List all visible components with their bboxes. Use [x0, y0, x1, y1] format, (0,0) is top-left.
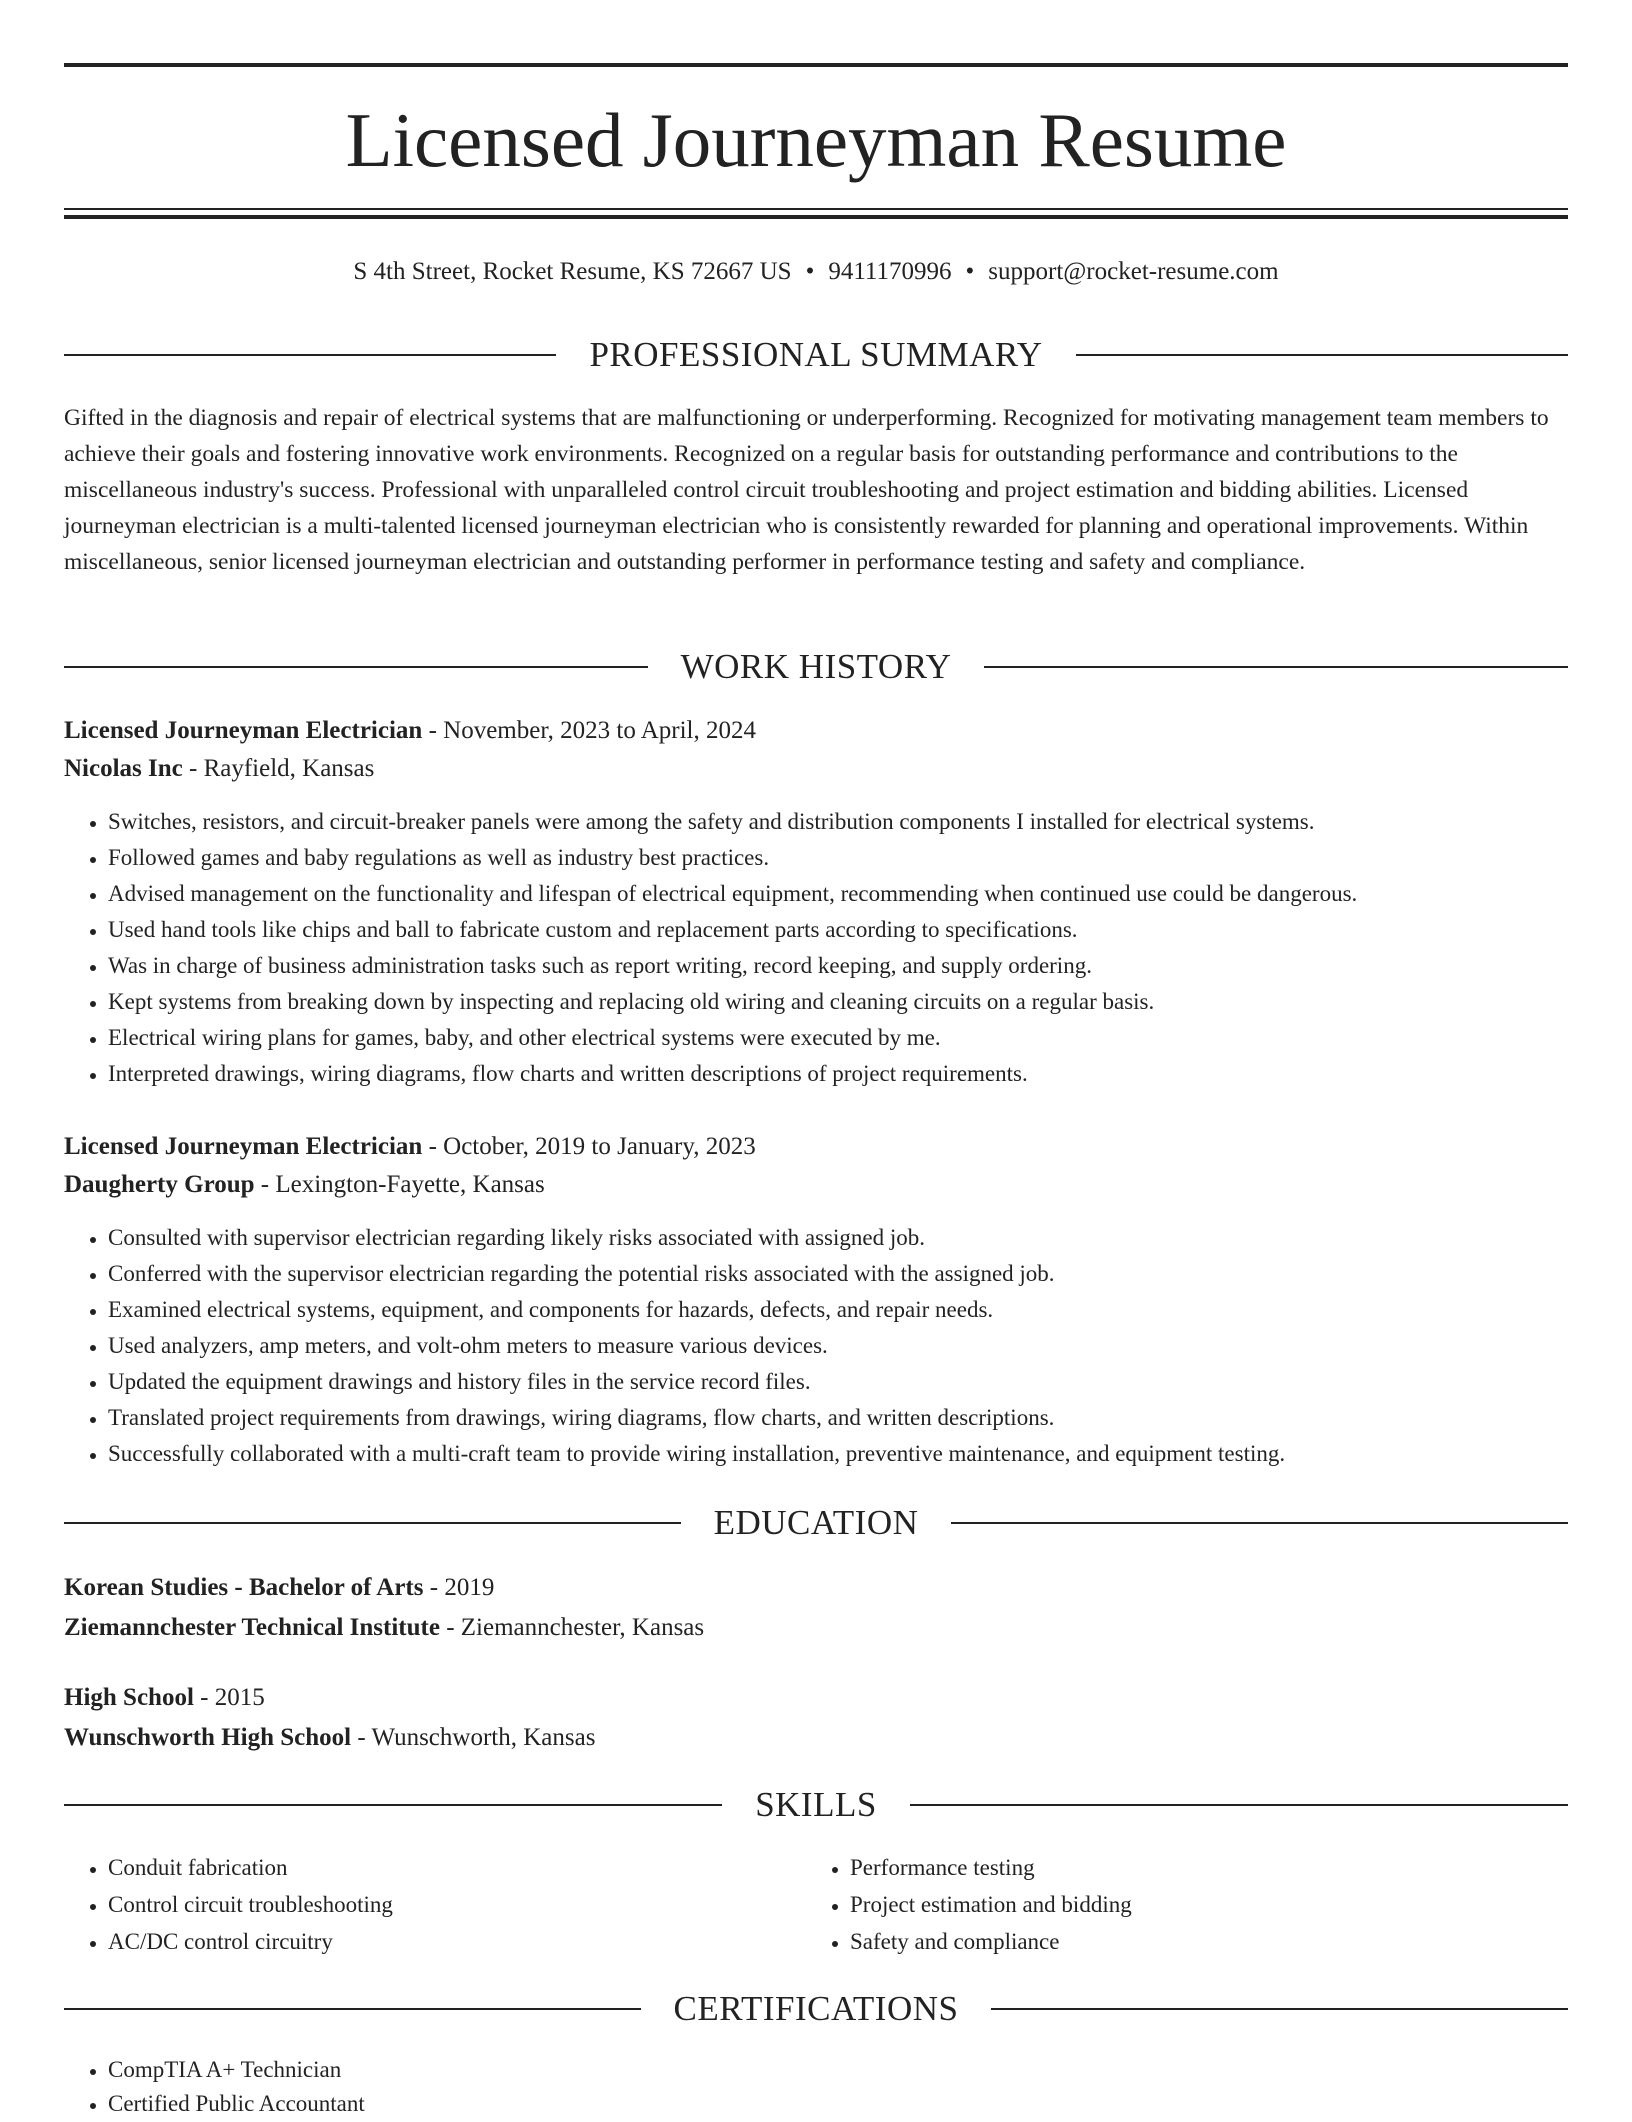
job-bullet: • Kept systems from breaking down by inspecting and replacing old wiring and cleaning circuits on a regular basis.: [108, 984, 1568, 1020]
summary-text: Gifted in the diagnosis and repair of electrical systems that are malfunctioning or underperforming. Recognized for motivating management team members to achieve their goals and fostering innovative work environments. Recognized on a regular basis for outstanding performance and contributions to the miscellaneous industry's success. Professional with unparalleled control circuit troubleshooting and project estimation and bidding abilities. Licensed journeyman electrician is a multi-talented licensed journeyman electrician who is consistently rewarded for planning and operational improvements. Within miscellaneous, senior licensed journeyman electrician and outstanding performer in performance testing and safety and compliance.: [64, 405, 1549, 575]
contact-separator: •: [965, 258, 975, 285]
job-company-line: [64, 750, 1568, 788]
skill-item: • AC/DC control circuitry: [108, 1923, 808, 1960]
job-bullet: • Updated the equipment drawings and history files in the service record files.: [108, 1364, 1568, 1400]
education-location: - Wunschworth, Kansas: [351, 1724, 596, 1751]
education-year: - 2015: [193, 1684, 265, 1711]
certifications-heading: [64, 1987, 1568, 2031]
certification-item: • CompTIA A+ Technician: [108, 2053, 1108, 2087]
education-school-line: [64, 1718, 1568, 1758]
certifications-heading-label: CERTIFICATIONS: [673, 1989, 959, 2028]
skill-item: • Control circuit troubleshooting: [108, 1886, 808, 1923]
education-degree: High School: [64, 1684, 194, 1711]
job-bullets: [64, 1220, 1568, 1472]
heading-rule: [951, 1522, 1568, 1524]
job-bullets: [64, 804, 1568, 1092]
education-entry: [64, 1678, 1568, 1758]
job-title: Licensed Journeyman Electrician: [64, 1133, 423, 1160]
resume-title: Licensed Journeyman Resume: [345, 97, 1287, 183]
heading-rule: [64, 666, 648, 668]
skill-item: • Conduit fabrication: [108, 1849, 808, 1886]
job-bullet: • Interpreted drawings, wiring diagrams, flow charts and written descriptions of project requirements.: [108, 1056, 1568, 1092]
certification-item: • Certified Public Accountant: [108, 2087, 1108, 2121]
skills-list-right: [806, 1849, 1550, 1960]
job-bullet: • Was in charge of business administration tasks such as report writing, record keeping, and supply ordering.: [108, 948, 1568, 984]
job-bullet: • Advised management on the functionality and lifespan of electrical equipment, recommending when continued use could be dangerous.: [108, 876, 1568, 912]
education-entry: [64, 1568, 1568, 1648]
contact-email: support@rocket-resume.com: [988, 258, 1279, 285]
education-heading: [64, 1501, 1568, 1545]
job-company: Daugherty Group: [64, 1171, 255, 1198]
job-bullet: • Examined electrical systems, equipment, and components for hazards, defects, and repair needs.: [108, 1292, 1568, 1328]
heading-rule: [910, 1804, 1568, 1806]
job-bullet: • Successfully collaborated with a multi-craft team to provide wiring installation, preventive maintenance, and equipment testing.: [108, 1436, 1568, 1472]
education-school: Wunschworth High School: [64, 1724, 352, 1751]
job-company: Nicolas Inc: [64, 755, 183, 782]
top-rule: [64, 63, 1568, 67]
job-title-line: [64, 1128, 1568, 1166]
job-entry: [64, 1128, 1568, 1472]
heading-rule: [991, 2008, 1568, 2010]
education-degree-line: [64, 1568, 1568, 1608]
job-bullet: • Switches, resistors, and circuit-breaker panels were among the safety and distribution components I installed for electrical systems.: [108, 804, 1568, 840]
job-bullet: • Followed games and baby regulations as well as industry best practices.: [108, 840, 1568, 876]
education-year: - 2019: [423, 1574, 495, 1601]
heading-rule: [64, 2008, 641, 2010]
skill-item: • Safety and compliance: [850, 1923, 1550, 1960]
education-school-line: [64, 1608, 1568, 1648]
skill-item: • Performance testing: [850, 1849, 1550, 1886]
job-bullet: • Consulted with supervisor electrician regarding likely risks associated with assigned job.: [108, 1220, 1568, 1256]
job-bullet: • Electrical wiring plans for games, baby, and other electrical systems were executed by me.: [108, 1020, 1568, 1056]
skills-heading: [64, 1783, 1568, 1827]
job-title-line: [64, 712, 1568, 750]
contact-phone: 9411170996: [828, 258, 952, 285]
job-entry: [64, 712, 1568, 1092]
heading-rule: [64, 1522, 681, 1524]
heading-rule: [64, 354, 556, 356]
contact-line: [64, 254, 1568, 290]
contact-separator: •: [805, 258, 815, 285]
title-underline-thin: [64, 208, 1568, 210]
job-company-line: [64, 1166, 1568, 1204]
heading-rule: [64, 1804, 722, 1806]
title-underline-thick: [64, 215, 1568, 219]
summary-heading: [64, 333, 1568, 377]
summary-heading-label: PROFESSIONAL SUMMARY: [589, 335, 1043, 374]
job-dates: - October, 2019 to January, 2023: [422, 1133, 756, 1160]
job-bullet: • Translated project requirements from drawings, wiring diagrams, flow charts, and written descriptions.: [108, 1400, 1568, 1436]
education-location: - Ziemannchester, Kansas: [439, 1614, 705, 1641]
job-bullet: • Used hand tools like chips and ball to fabricate custom and replacement parts according to specifications.: [108, 912, 1568, 948]
contact-address: S 4th Street, Rocket Resume, KS 72667 US: [353, 258, 792, 285]
heading-rule: [1076, 354, 1568, 356]
skills-list-left: [64, 1849, 808, 1960]
skills-heading-label: SKILLS: [755, 1785, 877, 1824]
job-dates: - November, 2023 to April, 2024: [422, 717, 756, 744]
work-history-heading: [64, 645, 1568, 689]
education-school: Ziemannchester Technical Institute: [64, 1614, 440, 1641]
job-bullet: • Used analyzers, amp meters, and volt-ohm meters to measure various devices.: [108, 1328, 1568, 1364]
certifications-list: [64, 2053, 1108, 2121]
job-bullet: • Conferred with the supervisor electrician regarding the potential risks associated with the assigned job.: [108, 1256, 1568, 1292]
work-history-heading-label: WORK HISTORY: [680, 647, 952, 686]
skill-item: • Project estimation and bidding: [850, 1886, 1550, 1923]
job-location: - Lexington-Fayette, Kansas: [254, 1171, 545, 1198]
education-heading-label: EDUCATION: [713, 1503, 919, 1542]
job-location: - Rayfield, Kansas: [182, 755, 375, 782]
education-degree-line: [64, 1678, 1568, 1718]
heading-rule: [984, 666, 1568, 668]
job-title: Licensed Journeyman Electrician: [64, 717, 423, 744]
education-degree: Korean Studies - Bachelor of Arts: [64, 1574, 424, 1601]
